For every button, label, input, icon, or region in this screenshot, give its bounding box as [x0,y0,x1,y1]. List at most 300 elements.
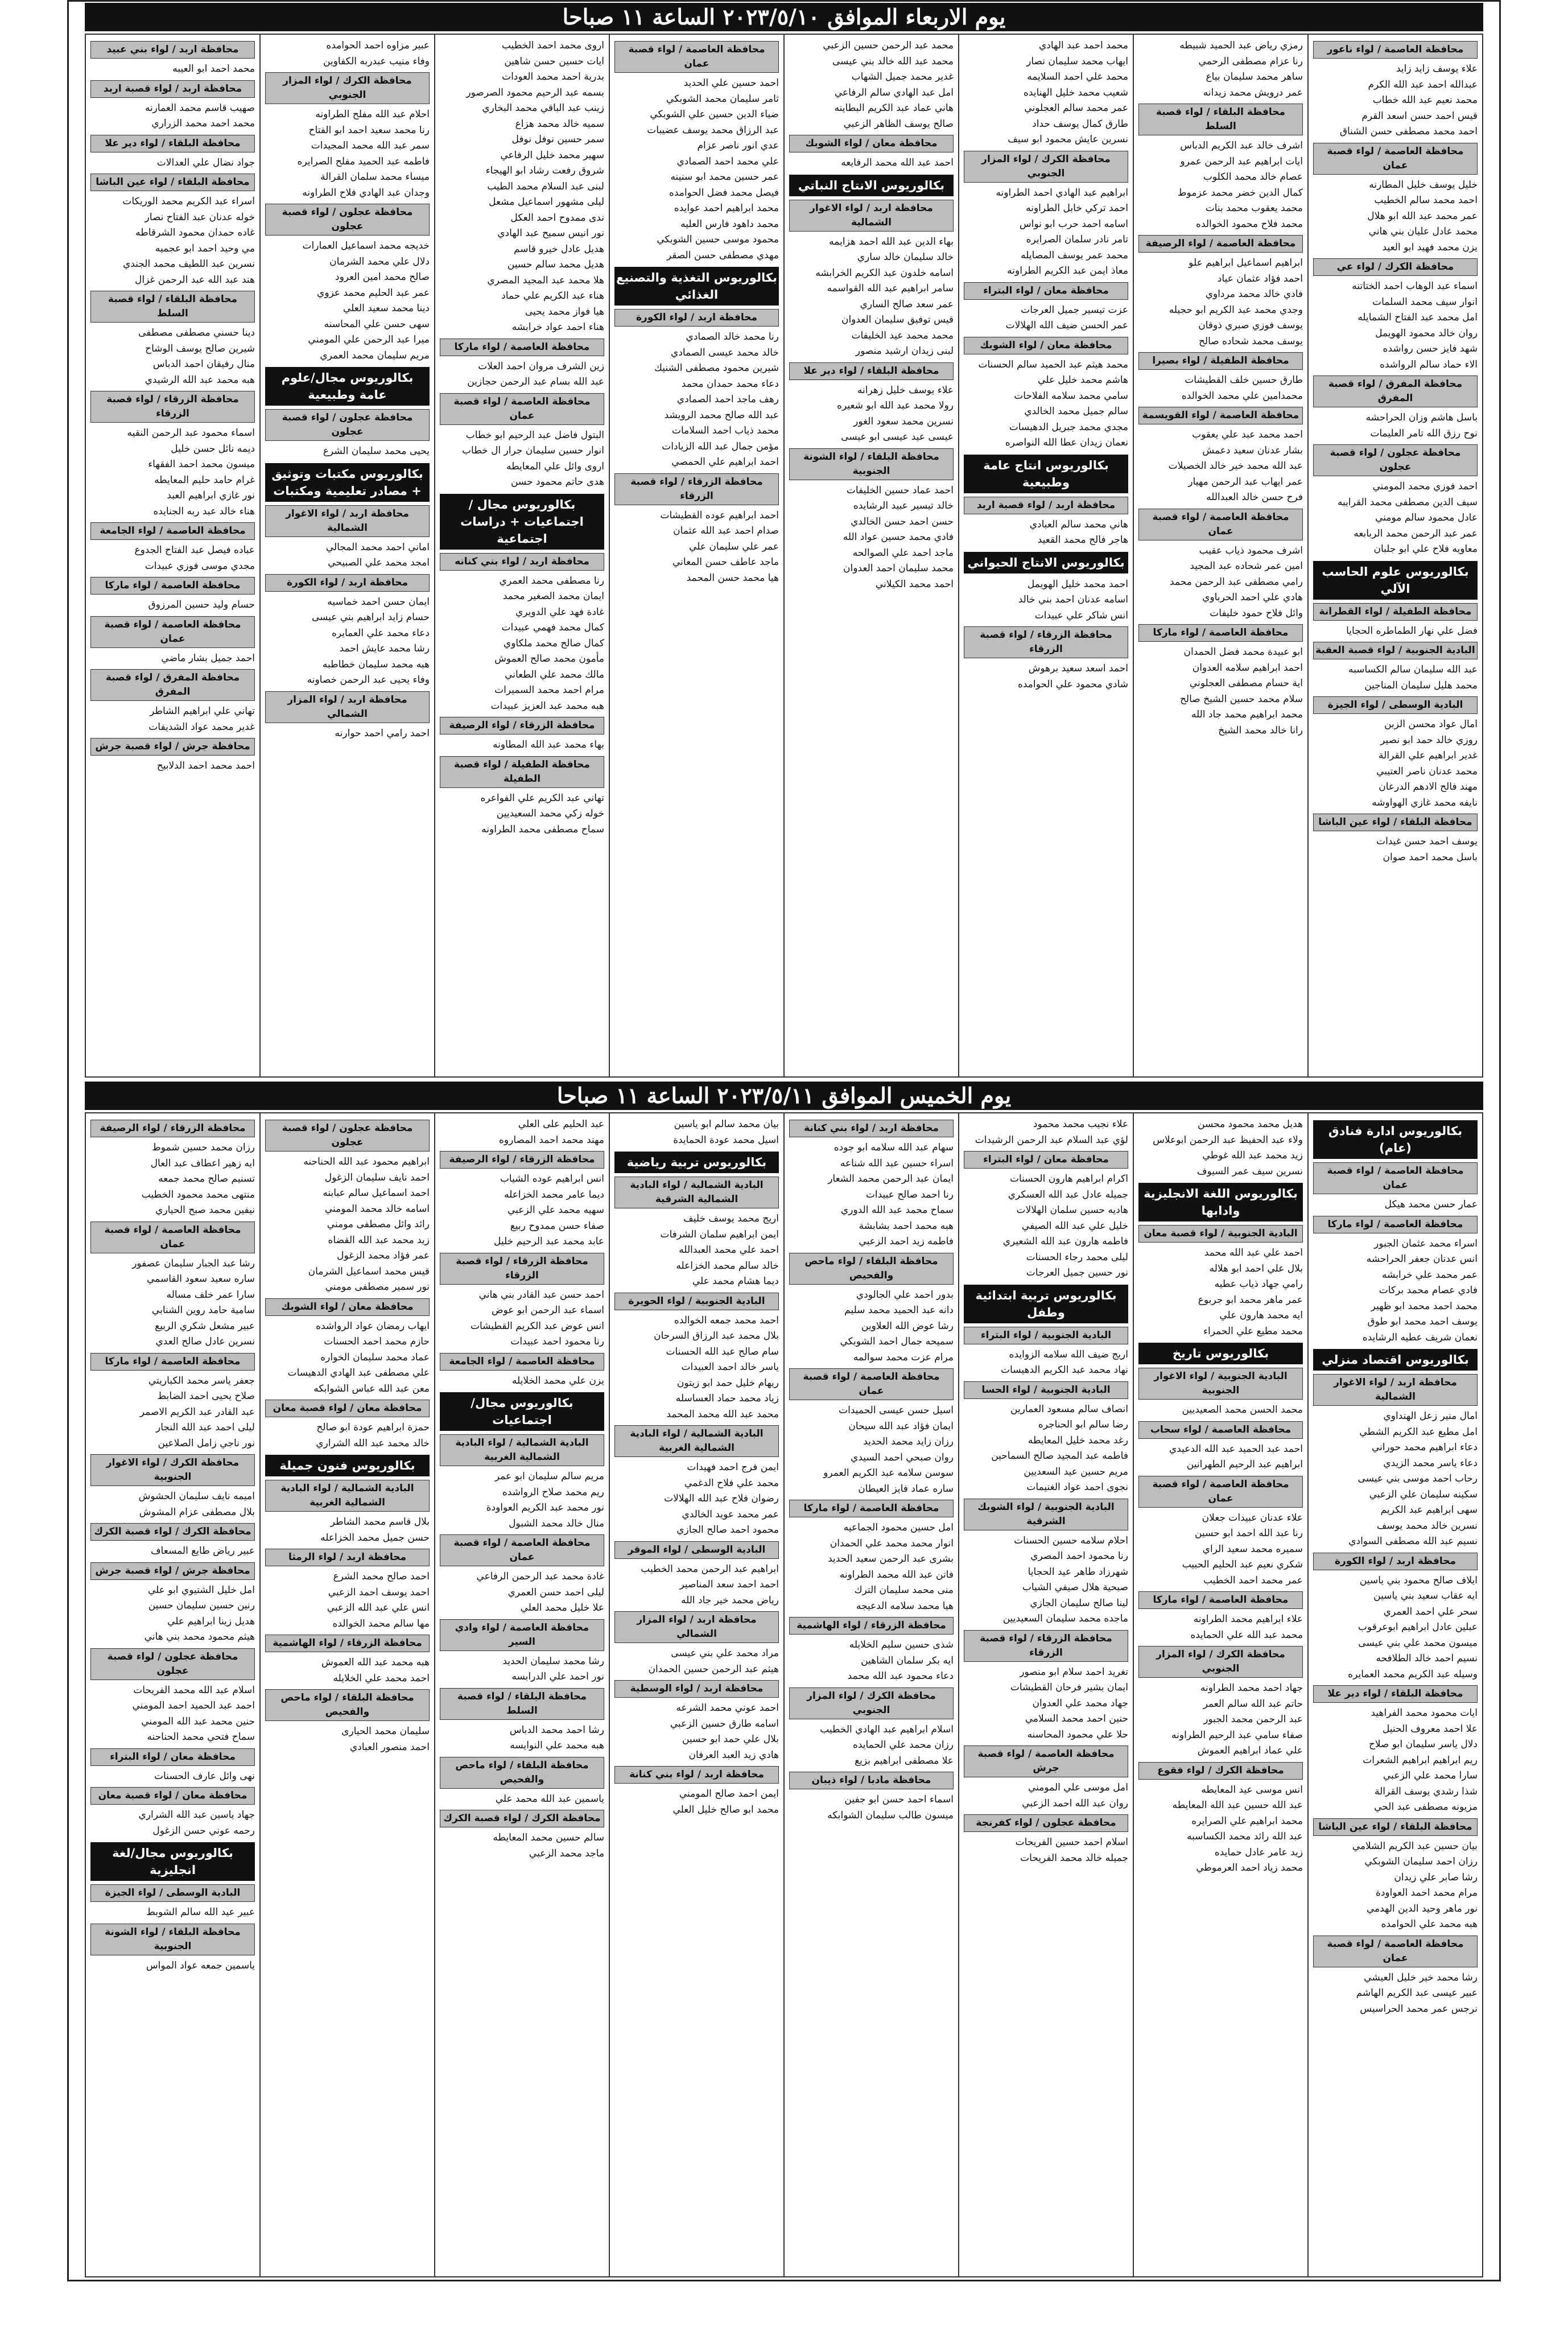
candidate-name: فادي عصام محمد بركات [1379,1285,1478,1296]
candidate-name: سام صالح عبد الله الحسنات [666,1346,779,1357]
candidate-name: سميحه جمال احمد الشوبكي [840,1336,954,1347]
candidate-name: مرام احمد محمد السميرات [494,684,604,696]
candidate-name: هادي زيد العبد العرفان [688,1749,779,1761]
candidate-name: امل محمد عبد الفتاح الشمايله [1357,312,1478,323]
region-header: محافظة اربد / لواء الكورة [614,309,779,327]
region-header: محافظة العاصمة / لواء قصبة عمان [440,1534,604,1566]
region-header: محافظة العاصمة / لواء ماركا [440,339,604,356]
region-header: محافظة العاصمة / لواء قصبة عمان [1313,143,1478,175]
candidate-name: صالح يوسف الظاهر الزعبي [843,118,954,130]
candidate-name: امين عمر شحاده عبد المجيد [1190,560,1303,572]
candidate-name: عبير عيد الله سالم الشوبط [146,1907,255,1918]
candidate-name: دعاء ياسر محمد الزيدي [1383,1457,1478,1469]
candidate-name: فضل علي نهار الطماطره الحجايا [1346,625,1478,637]
region-header: محافظة البلقاء / لواء قصبة السلط [1138,104,1303,135]
candidate-name: رزان احمد سليمان الشوبكي [1364,1856,1478,1867]
candidate-name: نجوى احمد عواد الغنيمات [1026,1482,1128,1493]
major-header: بكالوريوس انتاج عامة وطبيعية [964,455,1128,493]
candidate-name: ايمان حسن احمد خماسيه [327,596,430,608]
region-header: محافظة العاصمة / لواء قصبة عمان [614,41,779,73]
candidate-name: فاطمه عبد المجيد صالح السماحين [991,1450,1128,1462]
region-header: محافظة البلقاء / لواء عين الباشا [1313,814,1478,831]
candidate-name: بلال علي حمد ابو حسين [682,1734,779,1745]
candidate-name: محمود موسى حسين الشوبكي [657,234,779,245]
candidate-name: هناء عبد الكريم علي حماد [501,290,604,302]
candidate-name: هاشم محمد خليل علي [1038,374,1128,386]
candidate-name: معاويه فلاح علي ابو جلبان [1373,543,1478,555]
candidate-name: شهرزاد طاهر عيد الحجايا [1028,1566,1128,1578]
candidate-name: عبد القادر عبد الكريم الاصمر [139,1406,255,1418]
candidate-name: رضا سالم ابو الحناجره [1038,1419,1128,1430]
candidate-name: ايه زهير اعطاف عبد العال [150,1157,255,1169]
candidate-name: رنا محمد خالد الصمادي [686,331,779,342]
candidate-name: هاني عماد عبد الكريم البطاينه [834,102,954,114]
candidate-name: رنين حسين سليمان حسين [148,1600,255,1611]
candidate-name: عبير عيسى عبد الكريم الهاشم [1356,1987,1478,1999]
region-header: محافظة معان / لواء قصبة معان [90,1787,255,1805]
region-header: محافظة العاصمة / لواء ماركا [1138,1591,1303,1609]
candidate-name: مهدي مصطفى حسن الصقر [666,249,779,261]
candidate-name: صالح محمد امين العرود [335,271,430,283]
candidate-name: هديل محمد محمود محسن [1198,1119,1303,1130]
candidate-name: زينب عبد الباقي محمد البخاري [482,102,604,114]
candidate-name: محمد ابراهيم محمد جاد الله [1191,709,1303,720]
region-header: محافظة عجلون / لواء قصبة عجلون [265,1120,430,1152]
candidate-name: خالد سليمان خالد ساري [857,251,954,263]
candidate-name: لؤي عبد السلام عبد الرحمن الرشيدات [975,1134,1128,1146]
candidate-name: البتول فاضل عبد الرحيم ابو خطاب [465,429,604,441]
candidate-name: ابراهيم عبد الرحيم الطهرانين [1186,1459,1303,1470]
candidate-name: اسماء عبد الوهاب احمد الختاتنه [1352,280,1478,292]
candidate-name: عماد محمد سليمان الخواره [320,1351,430,1363]
candidate-name: احلام سلامه حسين الحسنات [1014,1534,1128,1546]
candidate-name: جهاد ياسين عبد الله الشراري [138,1809,255,1821]
candidate-name: زين الشرف مروان احمد العلات [478,360,604,372]
candidate-name: جميله خالد محمد الفريحات [1020,1852,1128,1864]
candidate-name: سهى حسن علي المحاسنه [324,318,430,330]
candidate-name: بلال علي احمد ابو هلاله [1209,1262,1303,1274]
candidate-name: حلا علي محمود المحاسنه [1027,1728,1128,1740]
candidate-name: مزيونه مصطفى عبد الحي [1374,1801,1478,1813]
candidate-name: يوسف فوزي صبري ذوقان [1198,320,1303,331]
candidate-name: نسرين محمد سعود الغور [853,415,954,427]
candidate-name: ابراهيم عبد الهادي احمد الطراونه [996,187,1128,199]
candidate-name: سميره محمد سعيد الراي [1202,1543,1303,1555]
candidate-name: اسماء احمد حسن ابو جفين [844,1794,954,1805]
day2-column [958,1113,1133,2276]
candidate-name: عمار حسن محمد هيكل [1384,1199,1478,1210]
candidate-name: اريج ضيف الله سلامه الزوايده [1009,1348,1128,1360]
candidate-name: منى محمد سليمان الترك [854,1584,954,1596]
candidate-name: احمد محمد الكيلاني [875,578,954,590]
day2-column [259,1113,434,2276]
candidate-name: مهند محمد احمد المصاروه [499,1134,604,1146]
candidate-name: امل خليل الشتيوي ابو علي [147,1584,255,1596]
candidate-name: علاء ابراهيم محمد الطراونه [1193,1614,1303,1625]
candidate-name: محمد علي فلاح الدغمي [684,1477,779,1489]
candidate-name: ياسر خالد احمد العبيدات [681,1361,779,1373]
candidate-name: هيثم محمود محمد بني هاني [144,1631,255,1643]
candidate-name: اماني احمد محمد المجالي [325,541,430,553]
region-header: محافظة العاصمة / لواء ماركا [90,1353,255,1371]
candidate-name: وسيله عبد الكريم محمد العمايره [1348,1668,1478,1680]
candidate-name: احمد عبد الحميد احمد المومني [132,1700,255,1711]
candidate-name: رمزي رياض عبد الحميد شبيطه [1179,40,1303,51]
region-header: البادية الشمالية / لواء البادية الشمالية الغربية [440,1434,604,1466]
candidate-name: دعاء محمد حمدان محمد [681,378,779,390]
candidate-name: احمد فوزي محمد المومني [1372,481,1478,492]
region-header: محافظة الزرقاء / لواء قصبة الزرقاء [964,626,1128,658]
candidate-name: فرح حسن خالد العبدالله [1206,492,1303,503]
candidate-name: عدي انور ناصر عزام [697,140,779,151]
candidate-name: معن عبد الله عباس الشوابكه [313,1383,430,1394]
candidate-name: علا احمد معروف الحنيل [1382,1723,1478,1735]
candidate-name: حسام زايد ابراهيم بني عيسى [311,612,430,623]
candidate-name: بلال محمد عبد الرزاق السرحان [654,1330,779,1342]
candidate-name: محمد علي احمد السلايمه [1027,71,1128,82]
candidate-name: اسلام ابراهيم عبد الهادي الخطيب [820,1723,954,1735]
candidate-name: احمد علي محمد العبدالله [679,1244,779,1256]
candidate-name: سماح محمد عبد الله الدوري [840,1204,954,1216]
candidate-name: ميساء محمد سلمان القرالة [320,171,430,183]
candidate-name: عمر سعد صالح الساري [860,298,954,310]
major-header: بكالوريوس الانتاج النباتي [789,175,954,196]
major-header: بكالوريوس فنون جميلة [265,1455,430,1476]
region-header: محافظة اربد / لواء قصبة اربد [964,497,1128,514]
candidate-name: عبلين عادل ابراهيم ابوعرقوب [1357,1621,1478,1633]
region-header: محافظة اربد / لواء بني كنانة [614,1766,779,1784]
candidate-name: محمد داهود فارس العليه [680,218,779,230]
candidate-name: احمد علي عبد الله محمد [1204,1247,1303,1258]
candidate-name: دلال علي محمد الشرمان [329,255,430,267]
major-header: بكالوريوس مكتبات وتوثيق + مصادر تعليمية ومكتبات [265,463,430,502]
candidate-name: عمر محمد احمد الخطيب [1203,1574,1303,1586]
region-header: محافظة العاصمة / لواء قصبة عمان [90,616,255,648]
candidate-name: مي وحيد احمد ابو عجميه [155,242,255,254]
candidate-name: محمد زياد احمد العرموطي [1196,1862,1303,1874]
major-header: بكالوريوس الانتاج الحيواني [964,552,1128,573]
region-header: محافظة العاصمة / لواء ماركا [789,1500,954,1517]
candidate-name: عمر عبد الحليم محمد عزوي [317,287,430,299]
region-header: محافظة العاصمة / لواء الجامعة [440,1353,604,1371]
candidate-name: ساهر محمد سليمان بياع [1206,71,1303,82]
candidate-name: سامية حامد روين الشنابي [151,1305,255,1316]
newspaper-page [67,0,1501,2281]
region-header: محافظة العاصمة / لواء قصبة عمان [1313,1936,1478,1967]
region-header: محافظة العاصمة / لواء ماركا [1313,1216,1478,1233]
region-header: محافظة العاصمة / لواء قصبة عمان [1313,1162,1478,1194]
region-header: البادية الشمالية / لواء البادية الشمالية الغربية [614,1425,779,1457]
candidate-name: سماح مصطفى محمد الطراونه [481,823,604,835]
region-header: محافظة عجلون / لواء قصبة عجلون [1313,444,1478,476]
candidate-name: دلال ياسر سليمان ابو صلاح [1368,1739,1478,1750]
candidate-name: هبه محمد سليمان خطاطبه [322,658,430,670]
candidate-name: هبه محمد عبد العزيز عبيدات [490,700,604,712]
candidate-name: عبد الرحمن محمد الجبور [1203,1714,1303,1725]
candidate-name: غرام حامد حليم المعايطه [154,474,255,486]
region-header: محافظة الطفيلة / لواء القطرانة [1313,603,1478,621]
region-header: البادية الشمالية / لواء البادية الشمالية الغربية [265,1480,430,1512]
candidate-name: احمد محمد عبد علي يعقوب [1192,429,1303,440]
candidate-name: كمال الدين خضر محمد عزموط [1177,187,1303,199]
candidate-name: سهيه محمد علي الزعبي [507,1204,604,1216]
region-header: البادية الجنوبية / لواء الحسا [964,1381,1128,1399]
day1-column [609,35,783,1076]
candidate-name: رشا عوض الله العلاوين [861,1320,954,1332]
region-header: محافظة البلقاء / لواء قصبة السلط [440,1688,604,1720]
candidate-name: ياسمين عبد الله محمد علي [495,1793,604,1805]
candidate-name: علاء عدنان عبيدات جعلان [1202,1512,1303,1524]
candidate-name: ميسون طالب سليمان الشوابكه [827,1809,954,1821]
candidate-name: رولا محمد عبد الله ابو شعيره [837,400,954,411]
region-header: محافظة اربد / لواء المزار الشمالي [614,1611,779,1643]
candidate-name: علي عماد ابراهيم العموش [1197,1745,1303,1756]
region-header: محافظة الزرقاء / لواء الرصيفة [440,1151,604,1169]
candidate-name: وجدان عبد الهادي فلاح الطراونه [302,187,430,199]
candidate-name: ديما هشام محمد علي [692,1276,779,1287]
candidate-name: يوسف احمد حسن غيدات [1376,836,1478,847]
candidate-name: عبد الرزاق محمد يوسف عضيبات [647,124,779,136]
candidate-name: يوسف محمد شحاده صالح [1198,335,1303,347]
candidate-name: رنا محمود احمد عبيدات [510,1336,604,1347]
day2-column [783,1113,958,2276]
region-header: محافظة البلقاء / لواء ماحص والفحيص [789,1253,954,1285]
candidate-name: رحمه عوني حسن الزغول [152,1825,255,1837]
candidate-name: رشا احمد محمد الدباس [509,1724,604,1736]
candidate-name: انس ابراهيم عوده الشياب [500,1173,604,1185]
candidate-name: هناء خالد عبد ربه الجنايده [153,505,255,517]
candidate-name: هبه محمد علي الحوامده [1381,1918,1478,1930]
region-header: محافظة اربد / لواء الاغوار الشمالية [789,200,954,232]
region-header: البادية الوسطى / لواء الموقر [614,1541,779,1559]
candidate-name: عبد الله سليمان سالم الكساسبه [1348,664,1478,675]
candidate-name: مريم سليمان محمد العمري [320,349,430,361]
candidate-name: احمد عبد الله محمد الرفايعه [841,157,954,168]
region-header: محافظة الكرك / لواء قصبة الكرك [90,1523,255,1541]
candidate-name: محمد هليل سليمان المناجين [1364,679,1478,691]
candidate-name: رشا محمد عايش احمد [339,643,430,654]
day2-section [85,1112,1483,2277]
candidate-name: بدور احمد علي الجالودي [856,1289,954,1301]
region-header: محافظة البلقاء / لواء ماحص والفحيص [440,1757,604,1789]
candidate-name: عمر ايهاب عبد الرحمن مهيار [1188,476,1303,488]
candidate-name: اميمه نايف سليمان الحشوش [138,1491,255,1502]
major-header: بكالوريوس اللغة الانجليزية وادابها [1138,1183,1303,1222]
region-header: محافظة البلقاء / لواء دير علا [90,135,255,152]
region-header: محافظة العاصمة / لواء قصبة عمان [440,393,604,425]
candidate-name: قيس احمد حسن اسعد القرم [1361,110,1478,122]
candidate-name: محمد ابراهيم احمد عوايده [674,203,779,214]
candidate-name: مأمون محمد صالح العموش [494,653,604,665]
candidate-name: نسرين عادل صالح العدي [155,1336,255,1347]
candidate-name: اروى وائل علي المعايطه [506,460,604,472]
region-header: محافظة البلقاء / لواء الشونة الجنوبية [789,448,954,480]
region-header: محافظة اربد / لواء الرمثا [265,1549,430,1566]
candidate-name: هلا محمد عبد المجيد المصري [487,274,604,286]
candidate-name: نسرين سيف عمر السيوف [1196,1165,1303,1177]
candidate-name: زيد محمد عبد الله القضاه [328,1234,430,1246]
day1-column [1307,35,1482,1076]
day1-column [259,35,434,1076]
candidate-name: اسامه خلدون عبد الكريم الخرابشه [815,267,954,279]
candidate-name: ماجد محمد الزعبي [529,1847,604,1859]
candidate-name: هاجر فالح محمد القعيد [1037,534,1128,546]
candidate-name: تهاني عبد الكريم علي الفواعره [480,792,604,804]
candidate-name: رشا عبد الجبار سليمان عصفور [132,1257,255,1269]
region-header: محافظة الزرقاء / لواء قصبة الزرقاء [964,1630,1128,1662]
candidate-name: هدى حاتم محمود حسن [510,476,604,488]
candidate-name: انس عدنان جعفر الحراحشه [1366,1253,1478,1265]
region-header: محافظة العاصمة / لواء قصبة عمان [789,1368,954,1400]
candidate-name: سمر حسين نوفل نوفل [511,134,604,145]
candidate-name: اسلام احمد حسين الفريحات [1015,1837,1128,1848]
candidate-name: سهام عبد الله سلامه ابو جوده [833,1142,954,1153]
candidate-name: محمد احمد ابو العيبه [172,63,255,75]
candidate-name: ماجد احمد علي الصوالحه [852,547,954,559]
candidate-name: ليلى احمد حسن العمري [507,1586,604,1598]
candidate-name: نور محمد عبد الكريم العواودة [486,1502,604,1513]
candidate-name: خوله عدنان عبد الفتاح نصار [145,211,255,223]
candidate-name: ايمن فرج احمد فهيدات [687,1462,779,1473]
candidate-name: عمر الحسن ضيف الله الهلالات [1005,320,1128,331]
candidate-name: كمال صالح محمد ملكاوي [503,637,604,649]
region-header: البادية الجنوبية / لواء الاغوار الجنوبية [1138,1368,1303,1400]
candidate-name: باسل هاشم وزان الحراحشه [1365,412,1478,423]
candidate-name: دينا حسني مصطفى مصطفى [138,327,255,339]
candidate-name: ايهاب رمضان عواد الرواشده [316,1320,430,1332]
candidate-name: يزن علي محمد الخلايله [511,1375,604,1386]
day2-column [1307,1113,1482,2276]
candidate-name: احمد عبد الحميد عبد الله الدعيدي [1169,1443,1303,1455]
region-header: محافظة عجلون / لواء قصبة عجلون [265,204,430,236]
candidate-name: اشرف خالد عبد الكريم الدباس [1180,140,1303,151]
candidate-name: زيد محمد عبد الله غوطي [1202,1150,1303,1161]
day1-section [85,34,1483,1078]
candidate-name: ساره سعيد سعود القاسمي [147,1273,255,1285]
candidate-name: احمد اسماعيل سالم عبابنه [323,1187,430,1199]
candidate-name: انوار سيف محمد السلمات [1372,296,1478,308]
candidate-name: منال خالد محمد الشبول [509,1517,604,1529]
major-header: بكالوريوس مجال/لغة انجليزية [90,1842,255,1881]
candidate-name: هبه محمد عبد الله الرشيدي [145,374,255,386]
candidate-name: مؤمن جمال عبد الله الزيادات [662,440,779,452]
region-header: محافظة الكرك / لواء المزار الجنوبي [1138,1646,1303,1678]
candidate-name: يزن محمد فهيد ابو العيد [1382,241,1478,253]
region-header: محافظة الكرك / لواء فقوع [1138,1762,1303,1780]
candidate-name: اسامه طارق حسين الزعبي [670,1718,779,1730]
region-header: محافظة الكرك / لواء المزار الجنوبي [265,72,430,104]
region-header: البادية الجنوبية / لواء الشوبك الشرقية [964,1499,1128,1530]
candidate-name: سوسن سلامه عبد الكريم العمرو [823,1467,954,1479]
candidate-name: انس موسى عيد المعايطه [1201,1784,1303,1796]
candidate-name: محمد عادل عليان بني هاني [1368,226,1478,237]
candidate-name: خالد سالم محمد الخزاعله [676,1260,779,1272]
candidate-name: تسنيم صالح محمد جمعه [158,1173,255,1185]
region-header: محافظة البلقاء / لواء عين الباشا [1313,1818,1478,1836]
candidate-name: عبد الحليم على العلي [518,1119,604,1130]
candidate-name: هند عبد الله عبد الرحمن غزال [135,274,255,286]
region-header: محافظة الكرك / لواء قصبة الكرك [440,1810,604,1827]
candidate-name: ميسون محمد علي بني عيسى [1358,1637,1478,1649]
candidate-name: هبه محمد علي النوايسه [510,1740,604,1751]
region-header: محافظة البلقاء / لواء الشونة الجنوبية [90,1924,255,1955]
candidate-name: خديجه محمد اسماعيل العمارات [302,240,430,251]
candidate-name: ساره عماد فايز العيطان [858,1483,954,1495]
candidate-name: غدير محمد جميل الشهاب [851,71,954,82]
candidate-name: عمر محمد علي خرابشه [1382,1269,1478,1281]
candidate-name: عمر فؤاد محمد الزغول [337,1250,430,1261]
candidate-name: تغريد احمد سلام ابو منصور [1020,1666,1128,1678]
candidate-name: رزان محمد حسين شموط [152,1142,255,1153]
candidate-name: سالم جميل محمد الخالدي [1024,406,1128,417]
candidate-name: جهاد احمد محمد الطراونه [1200,1682,1303,1694]
candidate-name: شهد فايز حسن رواشده [1383,343,1478,354]
candidate-name: هاديه حسين سلمان الهلالات [1016,1204,1128,1216]
candidate-name: دعاء محمود عبد الله محمد [847,1670,954,1682]
region-header: محافظة العاصمة / لواء وادي السير [440,1619,604,1651]
candidate-name: محمد عبد الله محمد المحمد [666,1408,779,1420]
candidate-name: علا خليل محمد العلي [520,1602,604,1614]
candidate-name: عصام خالد محمد الكلوب [1203,171,1303,183]
region-header: محافظة اربد / لواء بني كنانه [440,553,604,571]
candidate-name: خوله زكي محمد السعيديين [496,808,604,819]
candidate-name: صفاء سامي عبد الرحيم الطراونه [1171,1729,1303,1741]
region-header: محافظة العاصمة / لواء القويسمة [1138,407,1303,424]
candidate-name: ابراهيم عبد الرحمن محمد الخطيب [641,1563,779,1575]
candidate-name: علاء يوسف زايد زايد [1396,63,1478,75]
candidate-name: عمر علي سليمان علي [689,540,779,552]
region-header: محافظة الكرك / لواء المزار الجنوبي [789,1687,954,1719]
candidate-name: سمر عبد الله محمد المجيدات [311,140,430,151]
candidate-name: ميسون محمد احمد الفقهاء [148,459,255,470]
candidate-name: رنا مصطفى محمد العمري [499,575,604,587]
region-header: محافظة العاصمة / لواء الرصيفة [1138,235,1303,253]
candidate-name: ميرا عبد الرحمن علي المومني [308,334,430,345]
candidate-name: احمد حسين علي الحديد [683,77,779,89]
region-header: البادية الشمالية / لواء البادية الشمالية الشرقية [614,1177,779,1208]
candidate-name: محمد فلاح محمود الخوالده [1196,218,1303,230]
candidate-name: ابراهيم اسماعيل ابراهيم علو [1189,257,1303,269]
candidate-name: روان خالد محمود الهويمل [1375,327,1478,339]
candidate-name: بلال مصطفى عزام المشوش [139,1506,255,1518]
candidate-name: بهاء الدين عبد الله احمد هزايمه [829,236,954,247]
candidate-name: سلام محمد حسين الشيخ صالح [1179,693,1303,705]
candidate-name: ايات محمود محمد الفراهيد [1371,1707,1478,1719]
region-header: محافظة معان / لواء البتراء [964,282,1128,300]
day2-column [1133,1113,1307,2276]
candidate-name: ايمان فؤاد عبد الله سيحان [848,1420,954,1432]
candidate-name: احمد محمد مصطفى حسن الشناق [1339,126,1478,137]
candidate-name: جواد نضال علي العدالات [156,156,255,168]
candidate-name: احمد عوني محمد الشرعه [676,1702,779,1714]
candidate-name: نسرين عايش محمود ابو سيف [1008,134,1128,145]
candidate-name: عابد محمد عبد الرحيم خليل [494,1236,604,1247]
region-header: محافظة الزرقاء / لواء قصبة الزرقاء [440,1253,604,1285]
region-header: محافظة العاصمة / لواء سحاب [1138,1421,1303,1439]
major-header: بكالوريوس ادارة فنادق (عام) [1313,1120,1478,1159]
candidate-name: سالم حسين محمد المعايطه [493,1832,604,1843]
candidate-name: حنين احمد محمد السلامي [1025,1713,1128,1724]
candidate-name: عمر ماهر محمد ابو جربوع [1198,1294,1303,1306]
candidate-name: مراد محمد علي بني عيسى [671,1648,779,1659]
candidate-name: نور احمد علي الدرابسه [511,1671,604,1682]
region-header: محافظة البلقاء / لواء عين الباشا [90,174,255,191]
candidate-name: شادي محمود علي الحوامده [1017,678,1128,690]
candidate-name: تامر نادر سلمان الصرايره [1026,234,1128,245]
region-header: محافظة البلقاء / لواء قصبة السلط [90,291,255,323]
candidate-name: مرام محمد احمد العواودة [1375,1887,1478,1899]
candidate-name: ايمان بشير فرحان القطيشات [1010,1682,1128,1693]
